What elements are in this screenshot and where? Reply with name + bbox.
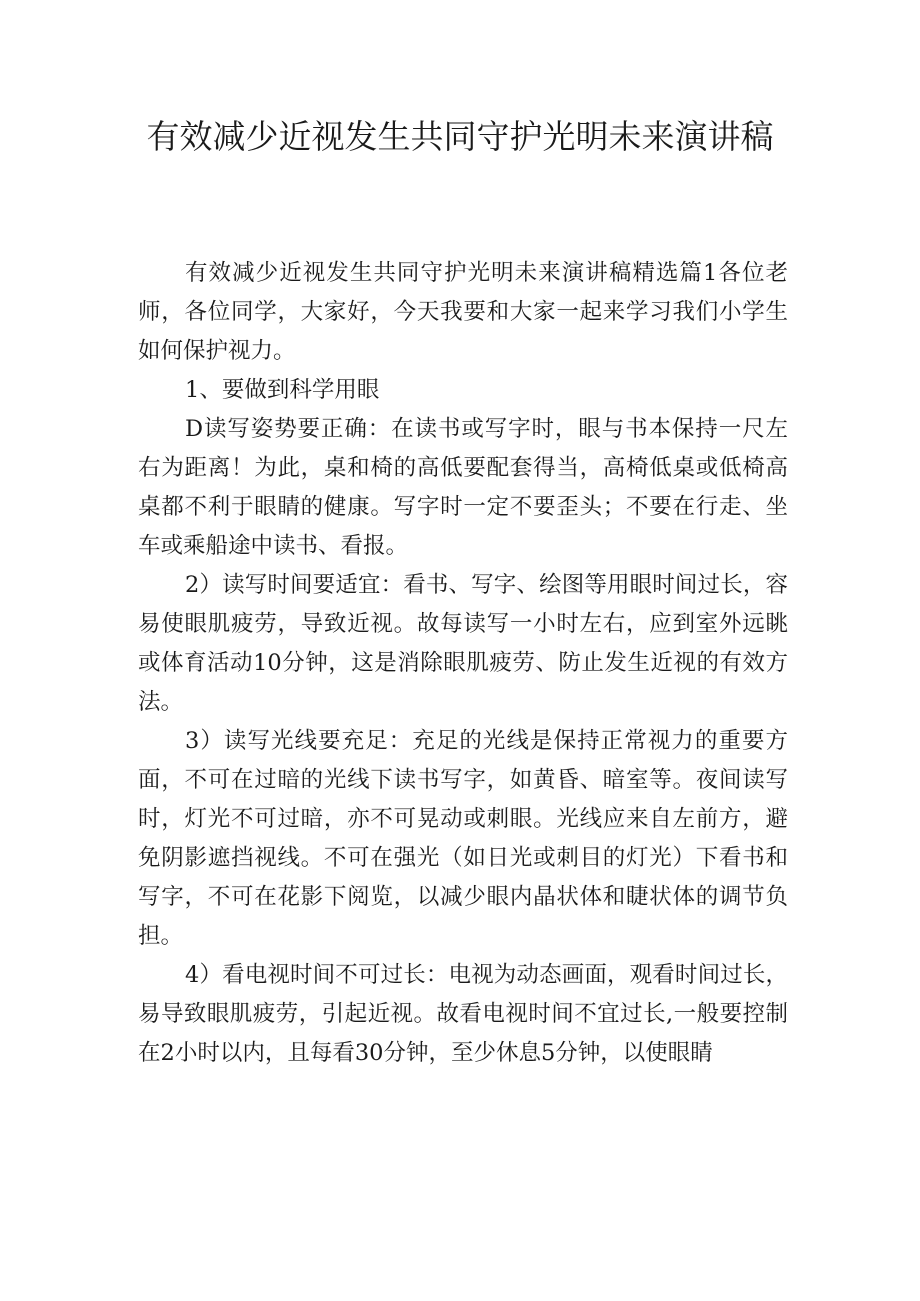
paragraph-intro: 有效减少近视发生共同守护光明未来演讲稿精选篇1各位老师，各位同学，大家好，今天我要和大家一起来学习我们小学生如何保护视力。 — [138, 260, 788, 364]
document-title: 有效减少近视发生共同守护光明未来演讲稿 — [146, 117, 774, 156]
paragraph-reading-posture: D读写姿势要正确：在读书或写字时，眼与书本保持一尺左右为距离！为此，桌和椅的高低要配套得当，高椅低桌或低椅高桌都不利于眼睛的健康。写字时一定不要歪头；不要在行走、坐车或乘船途中读书、看报。 — [138, 416, 788, 559]
paragraph-lighting: 3）读写光线要充足：充足的光线是保持正常视力的重要方面，不可在过暗的光线下读书写字，如黄昏、暗室等。夜间读写时，灯光不可过暗，亦不可晃动或刺眼。光线应来自左前方，避免阴影遮挡视线。不可在强光（如日光或刺目的灯光）下看书和写字，不可在花影下阅览，以减少眼内晶状体和睫状体的调节负担。 — [138, 728, 788, 949]
paragraph-reading-time: 2）读写时间要适宜：看书、写字、绘图等用眼时间过长，容易使眼肌疲劳，导致近视。故每读写一小时左右，应到室外远眺或体育活动10分钟，这是消除眼肌疲劳、防止发生近视的有效方法。 — [138, 572, 788, 715]
paragraph-tv-time: 4）看电视时间不可过长：电视为动态画面，观看时间过长，易导致眼肌疲劳，引起近视。故看电视时间不宜过长,一般要控制在2小时以内，且每看30分钟，至少休息5分钟，以使眼睛 — [138, 962, 788, 1066]
paragraph-heading-scientific-eye-use: 1、要做到科学用眼 — [185, 377, 380, 403]
document-body — [138, 254, 788, 1073]
